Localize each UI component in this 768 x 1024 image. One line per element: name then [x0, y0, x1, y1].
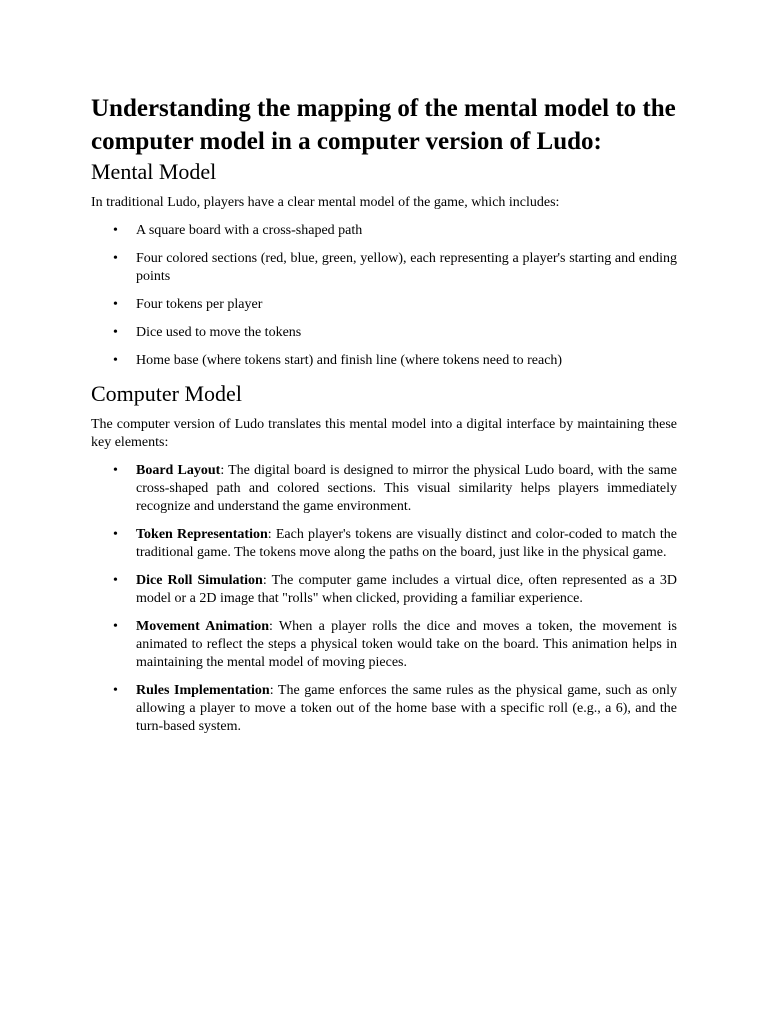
- list-item: [91, 526, 677, 562]
- list-item-text: Four tokens per player: [136, 297, 263, 312]
- list-item: [91, 352, 677, 370]
- computer-model-intro: The computer version of Ludo translates this mental model into a digital interface by maintaining these key elements:: [91, 417, 677, 450]
- mental-model-list: [91, 222, 677, 370]
- mental-model-intro: In traditional Ludo, players have a clear mental model of the game, which includes:: [91, 195, 560, 210]
- document-title: Understanding the mapping of the mental model to the computer model in a computer version of Ludo:: [91, 95, 676, 155]
- list-item: [91, 682, 677, 736]
- term-description: : Each player's tokens are visually distinct and color-coded to match the traditional game. The tokens move along the paths on the board, just like in the physical game.: [136, 527, 677, 560]
- list-item-text: A square board with a cross-shaped path: [136, 223, 363, 238]
- term-label: Board Layout: [136, 463, 221, 478]
- mental-model-heading: Mental Model: [91, 159, 217, 184]
- term-description: : When a player rolls the dice and moves a token, the movement is animated to reflect the steps a physical token would take on the board. This animation helps in maintaining the mental model of moving pieces.: [136, 619, 677, 670]
- list-item-text: Four colored sections (red, blue, green, yellow), each representing a player's starting and ending points: [136, 251, 677, 284]
- term-label: Rules Implementation: [136, 683, 270, 698]
- bullet-icon: •: [113, 619, 118, 634]
- term-label: Token Representation: [136, 527, 268, 542]
- bullet-icon: •: [113, 527, 118, 542]
- list-item: [91, 222, 677, 240]
- computer-model-heading: Computer Model: [91, 381, 242, 406]
- term-description: : The digital board is designed to mirror the physical Ludo board, with the same cross-shaped path and colored sections. This visual similarity helps players immediately recognize and understand the game environment.: [136, 463, 678, 514]
- bullet-icon: •: [113, 223, 118, 238]
- list-item: [91, 462, 677, 516]
- bullet-icon: •: [113, 297, 118, 312]
- list-item: [91, 572, 677, 608]
- list-item: [91, 296, 677, 314]
- term-description: : The game enforces the same rules as the physical game, such as only allowing a player to move a token out of the home base with a specific roll (e.g., a 6), and the turn-based system.: [136, 683, 677, 734]
- bullet-icon: •: [113, 463, 118, 478]
- list-item-text: Home base (where tokens start) and finish line (where tokens need to reach): [136, 353, 563, 368]
- list-item: [91, 324, 677, 342]
- document-page: [91, 92, 677, 746]
- bullet-icon: •: [113, 573, 118, 588]
- term-label: Movement Animation: [136, 619, 270, 634]
- bullet-icon: •: [113, 251, 118, 266]
- bullet-icon: •: [113, 353, 118, 368]
- term-label: Dice Roll Simulation: [136, 573, 263, 588]
- bullet-icon: •: [113, 683, 118, 698]
- list-item: [91, 618, 677, 672]
- list-item-text: Dice used to move the tokens: [136, 325, 302, 340]
- term-description: : The computer game includes a virtual dice, often represented as a 3D model or a 2D image that "rolls" when clicked, providing a familiar experience.: [136, 573, 678, 606]
- computer-model-list: [91, 462, 677, 736]
- list-item: [91, 250, 677, 286]
- bullet-icon: •: [113, 325, 118, 340]
